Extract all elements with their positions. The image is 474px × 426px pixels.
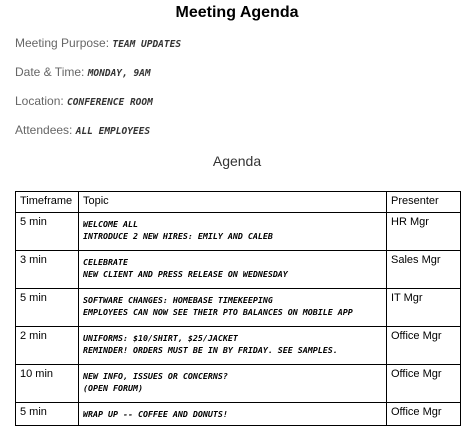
row-topic: [79, 289, 387, 327]
location-value: CONFERENCE ROOM: [67, 97, 153, 108]
row-timeframe: 5 min: [16, 403, 79, 426]
date-time-field: [15, 65, 151, 79]
row-timeframe: 5 min: [16, 289, 79, 327]
header-topic: Topic: [79, 192, 387, 213]
row-presenter: IT Mgr: [387, 289, 461, 327]
topic-line: SOFTWARE CHANGES: HOMEBASE TIMEKEEPING: [83, 295, 273, 305]
document-title: Meeting Agenda: [175, 4, 299, 21]
row-timeframe: 3 min: [16, 251, 79, 289]
topic-line: INTRODUCE 2 NEW HIRES: EMILY AND CALEB: [83, 231, 273, 241]
date-time-value: MONDAY, 9AM: [87, 68, 151, 79]
row-timeframe: 2 min: [16, 327, 79, 365]
date-time-label: Date & Time:: [15, 65, 85, 79]
row-presenter: HR Mgr: [387, 213, 461, 251]
table-header-row: [16, 192, 461, 213]
row-topic: [79, 403, 387, 426]
table-row: [16, 403, 461, 426]
topic-line: NEW CLIENT AND PRESS RELEASE ON WEDNESDAY: [83, 269, 288, 279]
meeting-purpose-label: Meeting Purpose:: [15, 36, 110, 50]
row-topic: [79, 251, 387, 289]
topic-line: WRAP UP -- COFFEE AND DONUTS!: [83, 409, 228, 419]
location-field: [15, 94, 153, 108]
topic-line: REMINDER! ORDERS MUST BE IN BY FRIDAY. SEE SAMPLES.: [83, 345, 338, 355]
agenda-table: [15, 191, 461, 426]
row-timeframe: 10 min: [16, 365, 79, 403]
location-label: Location:: [15, 94, 64, 108]
header-timeframe: Timeframe: [16, 192, 79, 213]
topic-line: UNIFORMS: $10/SHIRT, $25/JACKET: [83, 333, 238, 343]
attendees-label: Attendees:: [15, 123, 73, 137]
row-topic: [79, 213, 387, 251]
row-presenter: Office Mgr: [387, 327, 461, 365]
row-timeframe: 5 min: [16, 213, 79, 251]
table-row: [16, 213, 461, 251]
table-row: [16, 251, 461, 289]
topic-line: WELCOME ALL: [83, 219, 138, 229]
row-topic: [79, 327, 387, 365]
table-row: [16, 289, 461, 327]
meeting-purpose-field: [15, 36, 181, 50]
topic-line: CELEBRATE: [83, 257, 128, 267]
row-presenter: Office Mgr: [387, 403, 461, 426]
row-presenter: Sales Mgr: [387, 251, 461, 289]
meeting-purpose-value: TEAM UPDATES: [112, 39, 182, 50]
table-row: [16, 327, 461, 365]
row-topic: [79, 365, 387, 403]
header-presenter: Presenter: [387, 192, 461, 213]
attendees-field: [15, 123, 150, 137]
row-presenter: Office Mgr: [387, 365, 461, 403]
topic-line: (OPEN FORUM): [83, 383, 143, 393]
agenda-heading: Agenda: [212, 153, 262, 169]
topic-line: EMPLOYEES CAN NOW SEE THEIR PTO BALANCES ON MOBILE APP: [83, 307, 353, 317]
topic-line: NEW INFO, ISSUES OR CONCERNS?: [83, 371, 228, 381]
table-row: [16, 365, 461, 403]
attendees-value: ALL EMPLOYEES: [75, 126, 151, 137]
